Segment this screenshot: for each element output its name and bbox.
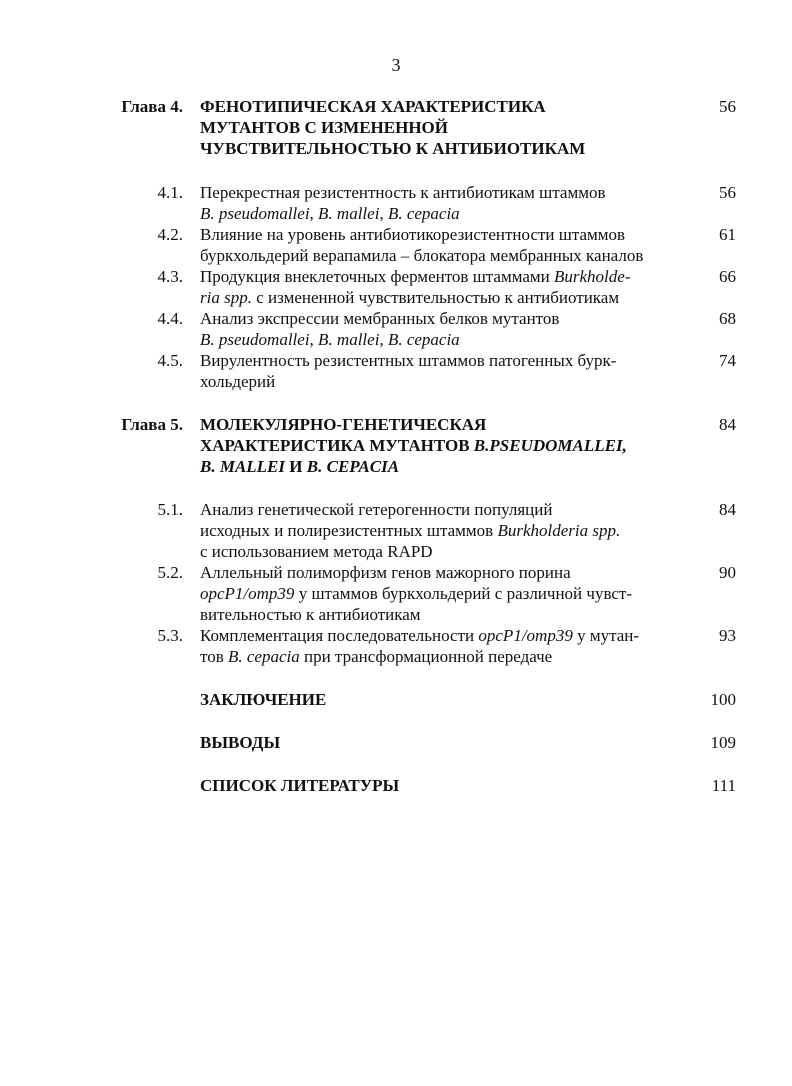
- section-4-5: [0, 350, 792, 392]
- chapter-5-title-line-2: [200, 435, 692, 456]
- section-4-1-page: 56: [719, 183, 736, 202]
- section-4-3-page: 66: [719, 267, 736, 286]
- chapter-4-heading: [0, 96, 792, 162]
- section-4-5-number: 4.5.: [157, 351, 183, 370]
- section-5-2-number: 5.2.: [157, 563, 183, 582]
- section-5-2: [0, 562, 792, 625]
- separator: ,: [379, 330, 388, 349]
- species-name: Burkholderia spp.: [497, 521, 621, 540]
- species-name: B. cepacia: [387, 330, 460, 349]
- section-5-1-title-line-1: Анализ генетической гетерогенности популяций: [200, 500, 553, 519]
- section-4-3-title-line-2: [200, 287, 692, 308]
- section-5-3-title-line-1: [200, 625, 692, 646]
- title-text: Продукция внеклеточных ферментов штаммами: [200, 267, 555, 286]
- species-name: B. mallei: [318, 330, 380, 349]
- species-name: B. mallei: [318, 204, 380, 223]
- conclusion-heading: [0, 689, 792, 710]
- chapter-4-page: 56: [719, 97, 736, 116]
- page-number: 3: [391, 55, 401, 75]
- chapter-4-title-line-1: ФЕНОТИПИЧЕСКАЯ ХАРАКТЕРИСТИКА: [200, 97, 546, 116]
- section-4-2: [0, 224, 792, 266]
- section-4-1-title-line-2: [200, 203, 692, 224]
- section-5-1-number: 5.1.: [157, 500, 183, 519]
- section-4-2-title-line-1: Влияние на уровень антибиотикорезистентности штаммов: [200, 225, 626, 244]
- section-5-3: [0, 625, 792, 667]
- section-4-4-title-line-1: Анализ экспрессии мембранных белков мутантов: [200, 309, 560, 328]
- findings-heading: [0, 732, 792, 753]
- species-name: B. MALLEI: [200, 457, 286, 476]
- species-name: B. pseudomallei: [200, 204, 310, 223]
- title-text: при трансформационной передаче: [299, 647, 553, 666]
- section-4-4-page: 68: [719, 309, 736, 328]
- chapter-5-heading: [0, 414, 792, 477]
- section-5-1-title-line-2: [200, 520, 692, 541]
- section-5-2-title-line-3: вительностью к антибиотикам: [200, 605, 421, 624]
- chapter-4-title-line-2: МУТАНТОВ С ИЗМЕНЕННОЙ: [200, 118, 449, 137]
- section-4-5-title-line-2: хольдерий: [200, 372, 276, 391]
- section-5-3-page: 93: [719, 626, 736, 645]
- section-5-1: [0, 499, 792, 562]
- chapter-5-label: Глава 5.: [121, 415, 183, 434]
- chapter-5-title-line-1: МОЛЕКУЛЯРНО-ГЕНЕТИЧЕСКАЯ: [200, 415, 487, 434]
- references-heading: [0, 775, 792, 796]
- section-4-1: [0, 182, 792, 224]
- section-4-2-number: 4.2.: [157, 225, 183, 244]
- chapter-4-title-line-3: ЧУВСТВИТЕЛЬНОСТЬЮ К АНТИБИОТИКАМ: [200, 139, 586, 158]
- section-5-2-title-line-2: [200, 583, 692, 604]
- section-4-2-page: 61: [719, 225, 736, 244]
- section-4-1-number: 4.1.: [157, 183, 183, 202]
- separator: ,: [309, 330, 319, 349]
- species-name: B. cepacia: [387, 204, 460, 223]
- table-of-contents: [0, 96, 792, 796]
- chapter-4-label: Глава 4.: [121, 97, 183, 116]
- section-4-5-page: 74: [719, 351, 736, 370]
- species-name: B.PSEUDOMALLEI,: [473, 436, 627, 455]
- gene-name: opcP1/omp39: [200, 584, 295, 603]
- title-text: Комплементация последовательности: [200, 626, 479, 645]
- conclusion-page: 100: [710, 690, 736, 709]
- section-5-2-title-line-1: Аллельный полиморфизм генов мажорного порина: [200, 563, 571, 582]
- section-4-3-number: 4.3.: [157, 267, 183, 286]
- references-label: СПИСОК ЛИТЕРАТУРЫ: [200, 776, 400, 795]
- chapter-5-title-line-3: [200, 456, 692, 477]
- title-text: ХАРАКТЕРИСТИКА МУТАНТОВ: [200, 436, 474, 455]
- title-text: у штаммов буркхольдерий с различной чувст-: [294, 584, 633, 603]
- conclusion-label: ЗАКЛЮЧЕНИЕ: [200, 690, 327, 709]
- section-5-1-title-line-3: с использованием метода RAPD: [200, 542, 433, 561]
- section-4-1-title-line-1: Перекрестная резистентность к антибиотикам штаммов: [200, 183, 606, 202]
- title-text: И: [285, 457, 307, 476]
- section-5-1-page: 84: [719, 500, 736, 519]
- section-4-4: [0, 308, 792, 350]
- section-4-3: [0, 266, 792, 308]
- findings-page: 109: [710, 733, 736, 752]
- section-5-3-number: 5.3.: [157, 626, 183, 645]
- section-5-2-page: 90: [719, 563, 736, 582]
- section-4-3-title-line-1: [200, 266, 692, 287]
- species-name: B. cepacia: [227, 647, 300, 666]
- title-text: тов: [200, 647, 228, 666]
- gene-name: opcP1/omp39: [478, 626, 573, 645]
- species-name: B. pseudomallei: [200, 330, 310, 349]
- species-name: Burkholde-: [554, 267, 631, 286]
- title-text: с измененной чувствительностью к антибиотикам: [251, 288, 620, 307]
- references-page: 111: [711, 776, 736, 795]
- section-5-3-title-line-2: [200, 646, 692, 667]
- findings-label: ВЫВОДЫ: [200, 733, 281, 752]
- chapter-5-page: 84: [719, 415, 736, 434]
- species-name: B. CEPACIA: [306, 457, 400, 476]
- section-4-4-number: 4.4.: [157, 309, 183, 328]
- separator: ,: [309, 204, 319, 223]
- title-text: исходных и полирезистентных штаммов: [200, 521, 498, 540]
- section-4-4-title-line-2: [200, 329, 692, 350]
- separator: ,: [379, 204, 388, 223]
- species-name: ria spp.: [200, 288, 252, 307]
- section-4-5-title-line-1: Вирулентность резистентных штаммов патогенных бурк-: [200, 351, 617, 370]
- title-text: у мутан-: [572, 626, 640, 645]
- section-4-2-title-line-2: буркхольдерий верапамила – блокатора мембранных каналов: [200, 246, 644, 265]
